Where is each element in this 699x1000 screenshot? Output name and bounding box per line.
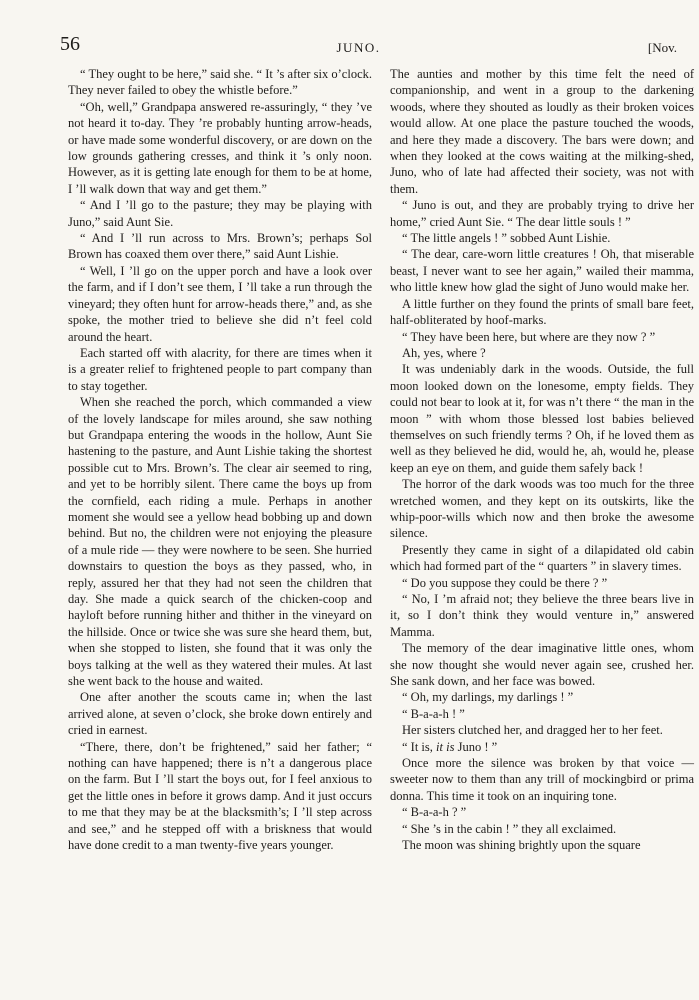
paragraph: Once more the silence was broken by that voice — sweeter now to them than any trill of mockingbird or prima donna. This time it took on an inquiring tone. xyxy=(390,756,694,803)
paragraph: “ B-a-a-h ! ” xyxy=(402,706,465,721)
paragraph: “ And I ’ll run across to Mrs. Brown’s; perhaps Sol Brown has coaxed them over there,” said Aunt Lishie. xyxy=(68,231,372,262)
paragraph: “ No, I ’m afraid not; they believe the three bears live in it, so I don’t think they would venture in,” answered Mamma. xyxy=(390,592,694,639)
right-column xyxy=(390,66,694,854)
left-column xyxy=(68,66,372,854)
paragraph: “Oh, well,” Grandpapa answered re-assuringly, “ they ’ve not heard it to-day. They ’re probably hunting arrow-heads, or have made some wonderful discovery, or are down on the low grounds gathering cresses, and think it ’s only noon. However, as it is getting late enough for them to be at home, I ’ll walk down that way and get them.” xyxy=(68,99,372,196)
paragraph: One after another the scouts came in; when the last arrived alone, at seven o’clock, she broke down entirely and cried in earnest. xyxy=(68,690,372,738)
paragraph: “ They ought to be here,” said she. “ It ’s after six o’clock. They never failed to obey the whistle before.” xyxy=(68,67,372,98)
paragraph: “ Juno is out, and they are probably trying to drive her home,” cried Aunt Sie. “ The dear little souls ! ” xyxy=(390,198,694,229)
paragraph: “ They have been here, but where are they now ? ” xyxy=(402,329,656,344)
paragraph: The aunties and mother by this time felt the need of companionship, and went in a group to the darkening woods, where they shouted as loudly as their broken voices would allow. At one place the pasture touched the woods, and here they made a discovery. The bars were down; and when they looked at the cows waiting at the milking-shed, Juno, who of late had affected their society, was not with them. xyxy=(390,67,694,196)
paragraph: Presently they came in sight of a dilapidated old cabin which had formed part of the “ quarters ” in slavery times. xyxy=(390,542,694,574)
paragraph: “ She ’s in the cabin ! ” they all exclaimed. xyxy=(402,821,617,836)
page-header xyxy=(40,30,677,60)
paragraph: Her sisters clutched her, and dragged her to her feet. xyxy=(402,723,663,738)
paragraph: “ And I ’ll go to the pasture; they may be playing with Juno,” said Aunt Sie. xyxy=(68,198,372,229)
paragraph: “ Oh, my darlings, my darlings ! ” xyxy=(402,690,574,705)
paragraph: “ The little angels ! ” sobbed Aunt Lishie. xyxy=(402,231,611,246)
paragraph: “There, there, don’t be frightened,” said her father; “ nothing can have happened; there is n’t a dangerous place on the farm. But I ’ll start the boys out, for I feel anxious to get the little ones in before it grows damp. And it just occurs to me that they may be at the blacksmith’s; I ’ll step across and see,” and he stepped off with a briskness that would have done credit to a man twenty-five years younger. xyxy=(68,739,372,853)
running-month: [Nov. xyxy=(647,40,677,55)
paragraph: The memory of the dear imaginative little ones, whom she now thought she would never again see, crushed her. She sank down, and her face was bowed. xyxy=(390,641,694,689)
paragraph: “ Well, I ’ll go on the upper porch and have a look over the farm, and if I don’t see them, I ’ll take a run through the vineyard; they often hunt for arrow-heads there,” and, as she spoke, the mother tried to believe she did n’t feel cold around the heart. xyxy=(68,263,372,344)
paragraph: It was undeniably dark in the woods. Outside, the full moon looked down on the lonesome, empty fields. They could not bear to look at it, for was n’t there “ the man in the moon ” with whom those blessed lost babies believed themselves on such friendly terms ? Oh, if he loved them as well as they believed he did, would he, ah, would he, please keep an eye on them, and guide them safely back ! xyxy=(390,362,694,475)
paragraph: “ Do you suppose they could be there ? ” xyxy=(402,575,608,590)
paragraph: Each started off with alacrity, for there are times when it is a greater relief to frightened people to part company than to stay together. xyxy=(68,345,372,393)
paragraph: “ It is, it is Juno ! ” xyxy=(402,739,498,754)
running-title: JUNO. xyxy=(336,40,381,55)
paragraph: Ah, yes, where ? xyxy=(402,345,486,360)
paragraph: “ B-a-a-h ? ” xyxy=(402,805,467,820)
paragraph: A little further on they found the prints of small bare feet, half-obliterated by hoof-marks. xyxy=(390,296,694,328)
emphasis: it is xyxy=(436,739,455,754)
page-number: 56 xyxy=(60,33,80,55)
paragraph: The horror of the dark woods was too much for the three wretched women, and they kept on its outskirts, like the whip-poor-wills which now and then broke the awesome silence. xyxy=(390,477,694,541)
paragraph: “ The dear, care-worn little creatures ! Oh, that miserable beast, I never want to see her again,” wailed their mamma, who little knew how glad the sight of Juno would make her. xyxy=(390,247,694,295)
paragraph: The moon was shining brightly upon the square xyxy=(402,838,641,853)
paragraph: When she reached the porch, which commanded a view of the lovely landscape for miles around, she saw nothing but Grandpapa entering the woods in the hollow, Aunt Sie hastening to the pasture, and Aunt Lishie taking the shortest possible cut to Mrs. Brown’s. The clear air seemed to ring, and yet to be horribly silent. There came the boys up from the cornfield, each riding a mule. Perhaps in another moment she would see a yellow head bobbing up and down behind. But no, the children were not enjoying the pleasure of a mule ride — they were nowhere to be seen. She hurried downstairs to question the boys as they passed, who, in reply, assured her that they had not seen the children that day. She made a quick search of the chicken-coop and hayloft before running hither and thither in the vineyard on the hillside. Once or twice she was sure she heard them, but, when she stopped to listen, she found that it was only the boys talking at the well as they watered their mules. At last she went back to the house and waited. xyxy=(68,395,372,689)
